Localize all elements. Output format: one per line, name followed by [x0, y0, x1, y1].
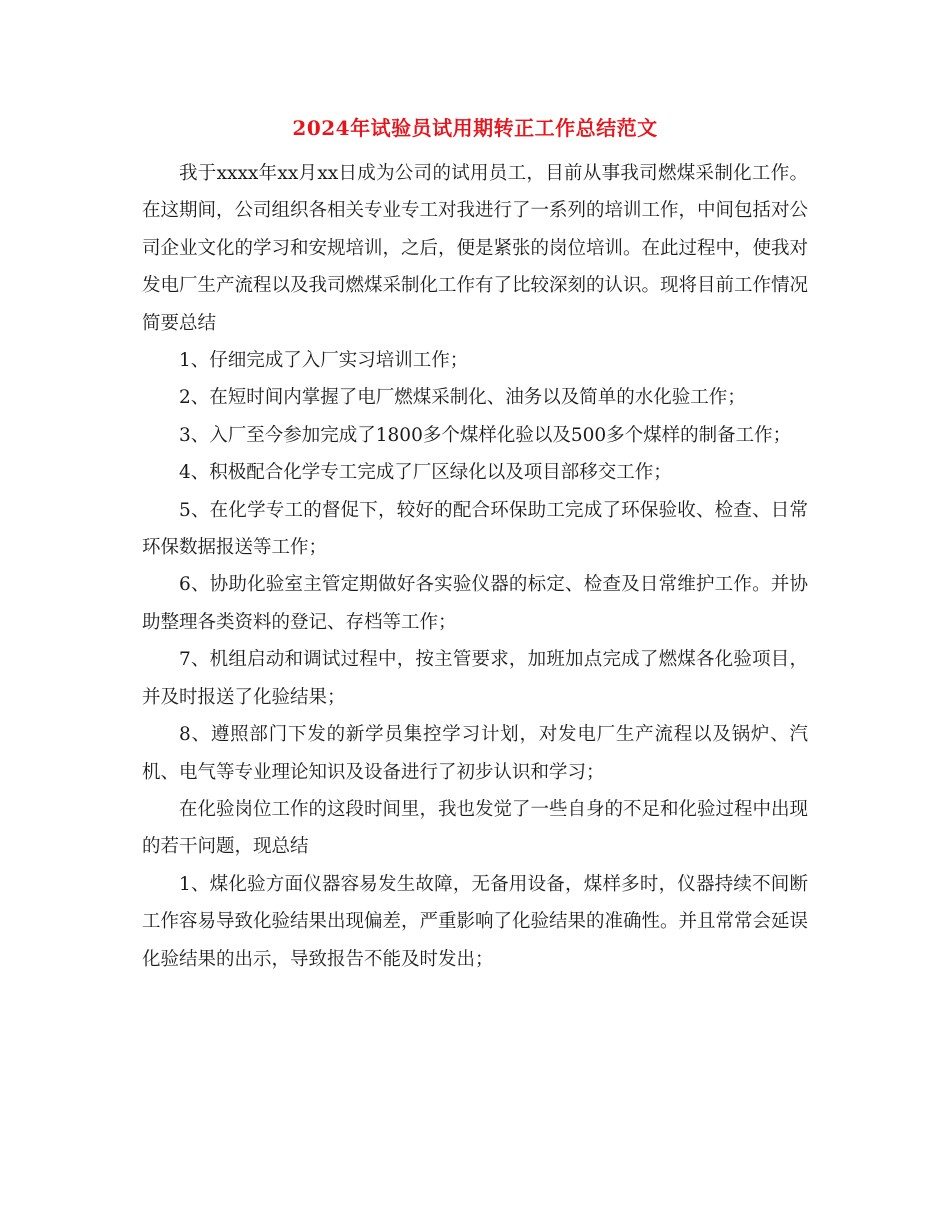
paragraph-item-3: 3、入厂至今参加完成了1800多个煤样化验以及500多个煤样的制备工作； [179, 424, 792, 446]
paragraph-item-1: 1、仔细完成了入厂实习培训工作； [179, 350, 469, 372]
paragraph-problem-1: 1、煤化验方面仪器容易发生故障，无备用设备，煤样多时，仪器持续不间断工作容易导致化验结果出现偏差，严重影响了化验结果的准确性。并且常常会延误化验结果的出示，导致报告不能及时发出； [142, 873, 809, 970]
paragraph-item-6: 6、协助化验室主管定期做好各实验仪器的标定、检查及日常维护工作。并协助整理各类资料的登记、存档等工作； [142, 574, 808, 633]
document-title: 2024年试验员试用期转正工作总结范文 [292, 116, 658, 140]
document-body [142, 155, 808, 978]
paragraph-item-5: 5、在化学专工的督促下，较好的配合环保助工完成了环保验收、检查、日常环保数据报送等工作； [142, 499, 808, 559]
paragraph-problems-intro: 在化验岗位工作的这段时间里，我也发觉了一些自身的不足和化验过程中出现的若干问题，现总结 [142, 798, 809, 858]
paragraph-item-7: 7、机组启动和调试过程中，按主管要求，加班加点完成了燃煤各化验项目，并及时报送了化验结果； [142, 649, 808, 708]
paragraph-item-4: 4、积极配合化学专工完成了厂区绿化以及项目部移交工作； [179, 462, 672, 484]
paragraph-item-2: 2、在短时间内掌握了电厂燃煤采制化、油务以及简单的水化验工作； [179, 387, 746, 409]
paragraph-item-8: 8、遵照部门下发的新学员集控学习计划，对发电厂生产流程以及锅炉、汽机、电气等专业理论知识及设备进行了初步认识和学习； [142, 724, 808, 783]
paragraph-intro: 我于xxxx年xx月xx日成为公司的试用员工，目前从事我司燃煤采制化工作。在这期间，公司组织各相关专业专工对我进行了一系列的培训工作，中间包括对公司企业文化的学习和安规培训，之后，便是紧张的岗位培训。在此过程中，使我对发电厂生产流程以及我司燃煤采制化工作有了比较深刻的认识。现将目前工作情况简要总结 [142, 163, 809, 334]
